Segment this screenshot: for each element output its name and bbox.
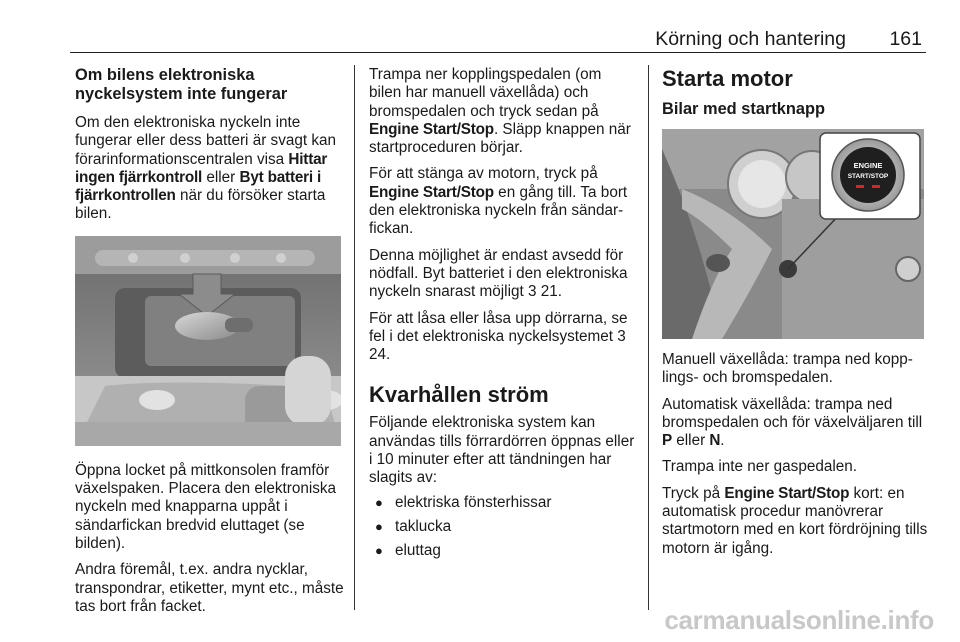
- page-number: 161: [889, 28, 922, 50]
- paragraph: Andra föremål, t.ex. andra nycklar, transpondrar, etiketter, mynt etc., måste tas bort från facket.: [75, 561, 344, 615]
- section-title: Körning och hantering: [655, 28, 846, 50]
- paragraph: Denna möjlighet är endast avsedd för nödfall. Byt batteriet i den elektroniska nyckeln snarast möjligt 3 21.: [369, 246, 628, 301]
- section-heading: Om bilens elektroniska nyckelsystem inte fungerar: [75, 66, 288, 103]
- button-label-startstop: START/STOP: [847, 173, 889, 180]
- paragraph: Öppna locket på mittkonsolen framför växelspaken. Placera den elektroniska nyckeln med knapparna uppåt i sändarfickan bredvid eluttaget (se bilden).: [75, 461, 337, 552]
- bullet-list: [369, 494, 635, 561]
- column-middle: [369, 66, 635, 567]
- section-heading: Starta motor: [662, 66, 793, 91]
- start-button-illustration: [662, 129, 924, 339]
- list-item: ● eluttag: [369, 542, 635, 560]
- paragraph: Om den elektroniska nyckeln inte fungerar eller dess batteri är svagt kan förarinformationscentralen visa Hittar ingen fjärrkontroll eller Byt batteri i fjärrkontrollen när du försöker starta bilen.: [75, 114, 337, 223]
- paragraph: Följande elektroniska system kan användas tills förrardörren öppnas eller i 10 minuter efter att tändningen har slagits av:: [369, 414, 635, 487]
- column-divider: [648, 65, 649, 610]
- watermark: carmanualsonline.info: [664, 605, 934, 635]
- paragraph: Automatisk växellåda: trampa ned bromspedalen och för växelväljaren till P eller N.: [662, 395, 923, 450]
- page-reference: 3 21.: [527, 283, 563, 301]
- button-name: Engine Start/Stop: [724, 484, 850, 502]
- paragraph: För att låsa eller låsa upp dörrarna, se fel i det elektroniska nyckelsystemet 3 24.: [369, 309, 628, 364]
- button-name: Engine Start/Stop: [369, 183, 494, 201]
- console-key-slot-illustration: [75, 236, 341, 446]
- button-label-engine: ENGINE: [853, 161, 883, 170]
- list-item: ● taklucka: [369, 518, 635, 536]
- paragraph: Trampa ner kopplingspedalen (om bilen har manuell växellåda) och bromspedalen och tryck sedan på Engine Start/Stop. Släpp knappen när startproceduren börjar.: [369, 66, 631, 157]
- display-message: Hittar ingen fjärrkontroll: [75, 150, 328, 186]
- display-message: Byt batteri i fjärrkontrollen: [75, 168, 322, 205]
- column-left: [75, 66, 347, 624]
- paragraph: Manuell växellåda: trampa ned kopplings- och bromspedalen.: [662, 351, 913, 387]
- button-name: Engine Start/Stop: [369, 120, 494, 138]
- column-divider: [354, 65, 355, 610]
- list-item: ● elektriska fönsterhissar: [369, 494, 635, 512]
- paragraph: För att stänga av motorn, tryck på Engine Start/Stop en gång till. Ta bort den elektroniska nyckeln från sändarfickan.: [369, 165, 628, 238]
- page-header: [70, 28, 926, 53]
- section-heading: Kvarhållen ström: [369, 382, 549, 408]
- paragraph: Tryck på Engine Start/Stop kort: en automatisk procedur manövrerar startmotorn med en kort fördröjning tills motorn är igång.: [662, 484, 928, 557]
- page-reference: 3 24.: [369, 327, 626, 364]
- subsection-heading: Bilar med startknapp: [662, 100, 826, 118]
- column-right: [662, 66, 930, 566]
- paragraph: Trampa inte ner gaspedalen.: [662, 458, 858, 476]
